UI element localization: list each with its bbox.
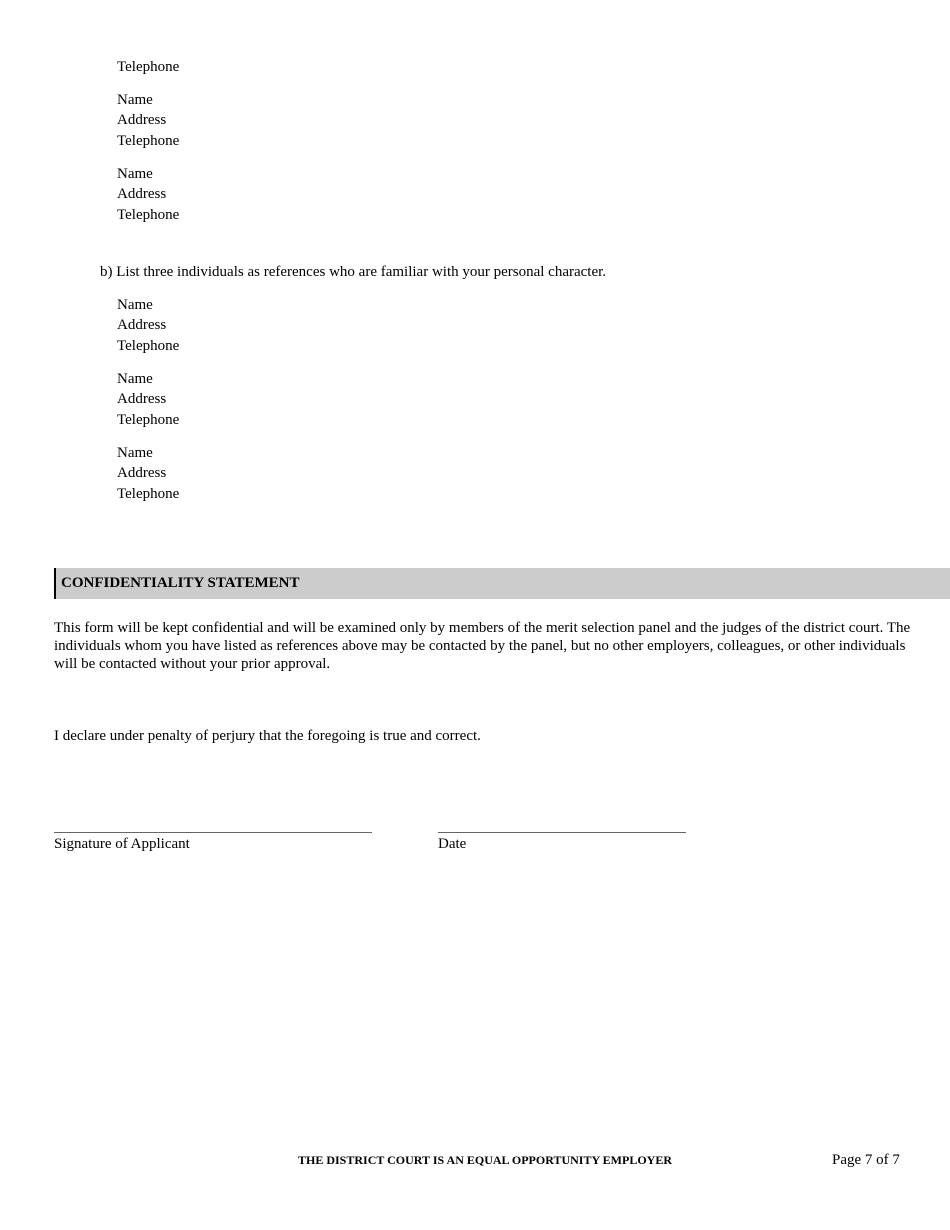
ref-address-label: Address — [117, 465, 167, 481]
ref-telephone-label: Telephone — [117, 207, 180, 223]
equal-opportunity-footer: THE DISTRICT COURT IS AN EQUAL OPPORTUNITY EMPLOYER — [298, 1153, 673, 1167]
confidentiality-heading: CONFIDENTIALITY STATEMENT — [61, 575, 300, 591]
ref-address-label: Address — [117, 186, 167, 202]
ref-address-label: Address — [117, 317, 167, 333]
confidentiality-section-header — [54, 568, 950, 599]
page-number: Page 7 of 7 — [832, 1152, 900, 1168]
signature-label: Signature of Applicant — [54, 836, 190, 852]
signature-line[interactable] — [54, 832, 372, 833]
ref-name-label: Name — [117, 92, 153, 108]
ref-telephone-label: Telephone — [117, 59, 180, 75]
ref-telephone-label: Telephone — [117, 412, 180, 428]
ref-name-label: Name — [117, 371, 153, 387]
ref-name-label: Name — [117, 445, 153, 461]
confidentiality-text: This form will be kept confidential and will be examined only by members of the merit selection panel and the judges of the district court. The individuals whom you have listed as references above may be contacted by the panel, but no other employers, colleagues, or other individuals will be contacted without your prior approval. — [54, 620, 911, 672]
ref-name-label: Name — [117, 297, 153, 313]
date-line[interactable] — [438, 832, 686, 833]
ref-address-label: Address — [117, 391, 167, 407]
perjury-declaration: I declare under penalty of perjury that the foregoing is true and correct. — [54, 728, 481, 744]
ref-telephone-label: Telephone — [117, 133, 180, 149]
ref-address-label: Address — [117, 112, 167, 128]
ref-telephone-label: Telephone — [117, 338, 180, 354]
date-label: Date — [438, 836, 467, 852]
ref-telephone-label: Telephone — [117, 486, 180, 502]
ref-name-label: Name — [117, 166, 153, 182]
personal-references-prompt: b) List three individuals as references who are familiar with your personal character. — [100, 264, 607, 280]
